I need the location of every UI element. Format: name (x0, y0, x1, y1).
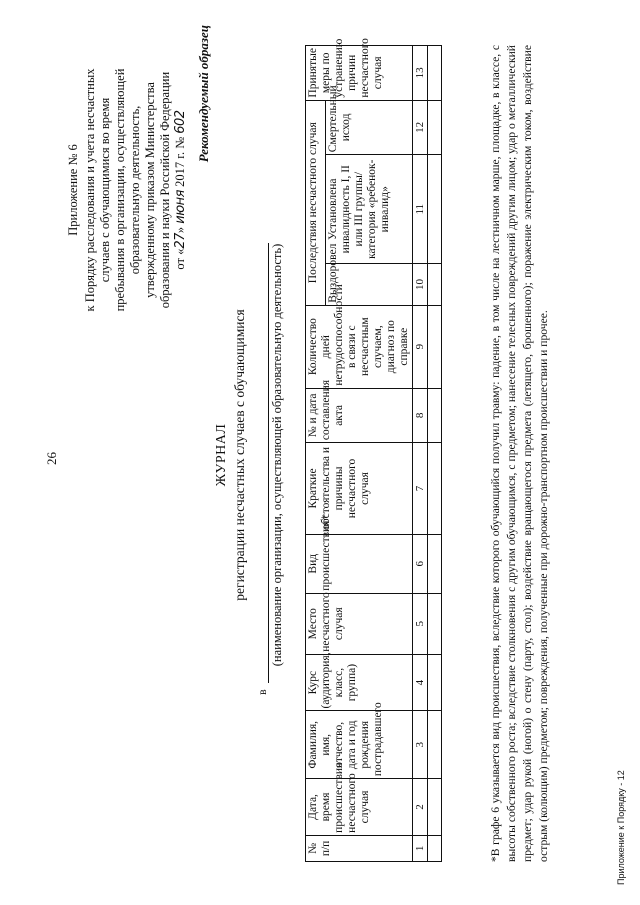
journal-table (305, 38, 442, 862)
empty-cell (428, 388, 442, 443)
empty-cell (428, 593, 442, 654)
column-number: 5 (413, 593, 428, 654)
journal-title: ЖУРНАЛ (214, 423, 229, 487)
header-cell: Дата, время происшествия несчастного случая (306, 779, 413, 836)
header-cell: № п/п (306, 835, 413, 861)
appendix-line: утвержденному приказом Министерства (143, 82, 157, 298)
journal-subtitle: регистрации несчастных случаев с обучающимися (232, 309, 247, 601)
column-number: 4 (413, 654, 428, 711)
column-number: 10 (413, 264, 428, 305)
empty-cell (428, 264, 442, 305)
appendix-line: случаев с обучающимися во время (98, 97, 112, 283)
empty-cell (428, 711, 442, 779)
appendix-date-line (173, 35, 188, 345)
column-number: 6 (413, 534, 428, 593)
column-number: 8 (413, 388, 428, 443)
date-year: 2017 г. № (173, 133, 187, 191)
column-number-row (413, 46, 428, 862)
column-number: 7 (413, 443, 428, 535)
handwritten-month: июня (173, 190, 188, 224)
column-number: 9 (413, 305, 428, 388)
date-prefix: от « (173, 248, 187, 270)
page-footer: Приложение к Порядку - 12 (616, 770, 626, 885)
appendix-title: Приложение № 6 (66, 144, 80, 236)
page-number: 26 (44, 452, 59, 465)
header-cell: Вид происшествия* (306, 534, 413, 593)
header-cell: Количество дней нетрудоспособности в связи с несчастным случаем, диагноз по справке (306, 305, 413, 388)
empty-cell (428, 835, 442, 861)
empty-cell (428, 779, 442, 836)
header-cell: Принятые меры по устранению причин несчастного случая (306, 46, 413, 101)
date-mid: » (173, 223, 187, 234)
header-cell: Краткие обстоятельства и причины несчастного случая (306, 443, 413, 535)
recommended-sample-label: Рекомендуемый образец (196, 25, 211, 163)
empty-cell (428, 155, 442, 264)
appendix-line: образовательную деятельность, (128, 105, 142, 275)
appendix-line: к Порядку расследования и учета несчастных (83, 68, 97, 312)
empty-cell (428, 305, 442, 388)
footnote: *В графе 6 указывается вид происшествия, вследствие которого обучающийся получил травму: падение, в том числе на лестничном марше, площадке, в классе, с высоты собственного роста; вследствие столкновения с другим обучающимся, с предметом; нанесение телесных повреждений другим лицом; удар о металлический предмет; удар рукой (ногой) о стену (парту, стол); воздействие вращающегося предмета (летящего, брошенного); поражение электрическим током, воздействие острым (колющим) предметом; повреждения, полученные при дорожно-транспортном происшествии и прочее. (489, 45, 550, 862)
column-number: 2 (413, 779, 428, 836)
column-number: 13 (413, 46, 428, 101)
column-number: 11 (413, 155, 428, 264)
subheader-cell: Установлена инвалидность I, II или III группы/категория «ребенок-инвалид» (326, 155, 413, 264)
table-row (428, 46, 442, 862)
column-number: 3 (413, 711, 428, 779)
appendix-line: пребывания в организации, осуществляющей (113, 68, 127, 312)
table-header-row (306, 46, 326, 862)
empty-cell (428, 534, 442, 593)
empty-cell (428, 100, 442, 155)
header-cell: Фамилия, имя, отчество, дата и год рождения пострадавшего (306, 711, 413, 779)
subheader-cell: Выздоровел (326, 264, 413, 305)
subheader-cell: Смертельный исход (326, 100, 413, 155)
empty-cell (428, 46, 442, 101)
column-number: 1 (413, 835, 428, 861)
header-cell: Курс (аудитория, класс, группа) (306, 654, 413, 711)
column-number: 12 (413, 100, 428, 155)
org-prefix: в (255, 689, 269, 695)
handwritten-number: 602 (173, 110, 188, 134)
appendix-line: образования и науки Российской Федерации (158, 71, 172, 309)
header-cell: Последствия несчастного случая (306, 100, 326, 305)
organization-caption: (наименование организации, осуществляющей образовательную деятельность) (270, 243, 284, 667)
handwritten-day: 27 (173, 233, 188, 249)
header-cell: № и дата составления акта (306, 388, 413, 443)
appendix-header (66, 35, 188, 345)
header-cell: Место несчастного случая (306, 593, 413, 654)
empty-cell (428, 654, 442, 711)
organization-name-line (254, 243, 269, 683)
empty-cell (428, 443, 442, 535)
